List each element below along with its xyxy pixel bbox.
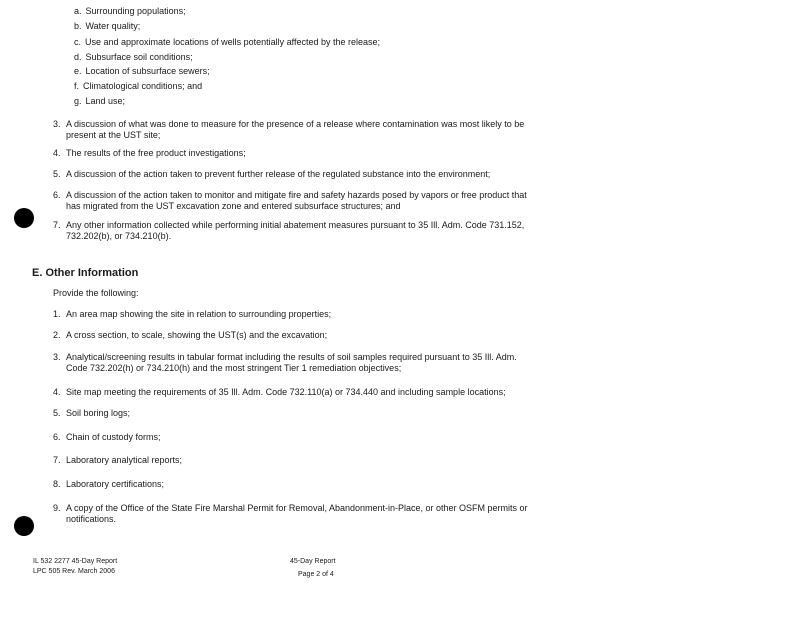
section-e-intro: Provide the following:: [53, 288, 139, 298]
list-item-number: 1.: [53, 309, 61, 319]
sublist-item: [74, 6, 186, 17]
sublist-text: Surrounding populations;: [85, 6, 186, 16]
list-item-line: Laboratory analytical reports;: [66, 455, 183, 465]
list-item: [53, 387, 506, 398]
list-item-line: A discussion of the action taken to prevent further release of the regulated substance into the environment;: [66, 169, 491, 179]
list-item-number: 6.: [53, 432, 61, 442]
list-item-number: 6.: [53, 190, 61, 200]
list-item-line: has migrated from the UST excavation zone and entered subsurface structures; and: [66, 201, 401, 211]
list-item: [53, 220, 524, 242]
list-item-number: 5.: [53, 169, 61, 179]
sublist-text: Use and approximate locations of wells potentially affected by the release;: [85, 37, 381, 47]
sublist-letter: f.: [74, 81, 80, 91]
sublist-item: [74, 81, 202, 92]
list-item: [53, 169, 490, 180]
list-item-line: Analytical/screening results in tabular format including the results of soil samples required pursuant to 35 Ill. Adm.: [66, 352, 517, 362]
list-item-number: 2.: [53, 330, 61, 340]
list-item-number: 4.: [53, 387, 61, 397]
punch-hole-top: [14, 208, 34, 228]
list-item-number: 8.: [53, 479, 61, 489]
list-item: [53, 503, 528, 525]
section-e-heading: E. Other Information: [32, 267, 139, 279]
list-item-number: 7.: [53, 455, 61, 465]
list-item-line: The results of the free product investigations;: [66, 148, 246, 158]
list-item: [53, 190, 527, 212]
list-item: [53, 408, 130, 419]
sublist-item: [74, 66, 210, 77]
sublist-letter: g.: [74, 96, 82, 106]
list-item: [53, 479, 164, 490]
list-item-line: A cross section, to scale, showing the UST(s) and the excavation;: [66, 330, 328, 340]
sublist-letter: e.: [74, 66, 82, 76]
list-item-line: A discussion of what was done to measure for the presence of a release where contamination was most likely to be: [66, 119, 525, 129]
sublist-letter: b.: [74, 21, 82, 31]
sublist-letter: d.: [74, 52, 82, 62]
list-item: [53, 309, 331, 320]
sublist-text: Land use;: [85, 96, 126, 106]
list-item-line: 732.202(b), or 734.210(b).: [66, 231, 172, 241]
list-item-number: 3.: [53, 352, 61, 362]
list-item: [53, 352, 517, 374]
sublist-text: Water quality;: [85, 21, 141, 31]
sublist-item: [74, 21, 140, 32]
sublist-letter: a.: [74, 6, 82, 16]
list-item-line: A discussion of the action taken to monitor and mitigate fire and safety hazards posed by vapors or free product that: [66, 190, 527, 200]
list-item-line: notifications.: [66, 514, 117, 524]
list-item: [53, 455, 182, 466]
footer-left-line2: LPC 505 Rev. March 2006: [33, 568, 115, 575]
list-item-number: 3.: [53, 119, 61, 129]
list-item-line: An area map showing the site in relation to surrounding properties;: [66, 309, 332, 319]
list-item: [53, 330, 327, 341]
list-item: [53, 432, 161, 443]
footer-center-line1: 45-Day Report: [290, 558, 336, 565]
list-item-line: Site map meeting the requirements of 35 Ill. Adm. Code 732.110(a) or 734.440 and including sample locations;: [66, 387, 506, 397]
punch-hole-bottom: [14, 516, 34, 536]
list-item-number: 4.: [53, 148, 61, 158]
sublist-letter: c.: [74, 37, 82, 47]
list-item-line: A copy of the Office of the State Fire Marshal Permit for Removal, Abandonment-in-Place, or other OSFM permits or: [66, 503, 528, 513]
footer-left-line1: IL 532 2277 45-Day Report: [33, 558, 118, 565]
sublist-text: Climatological conditions; and: [83, 81, 203, 91]
list-item-line: Code 732.202(h) or 734.210(h) and the most stringent Tier 1 remediation objectives;: [66, 363, 402, 373]
sublist-item: [74, 37, 380, 48]
list-item: [53, 148, 246, 159]
list-item-number: 7.: [53, 220, 61, 230]
list-item-number: 9.: [53, 503, 61, 513]
list-item-line: present at the UST site;: [66, 130, 161, 140]
list-item-line: Soil boring logs;: [66, 408, 131, 418]
list-item-line: Laboratory certifications;: [66, 479, 165, 489]
sublist-item: [74, 52, 193, 63]
sublist-text: Location of subsurface sewers;: [85, 66, 210, 76]
list-item-line: Chain of custody forms;: [66, 432, 161, 442]
sublist-item: [74, 96, 125, 107]
list-item-number: 5.: [53, 408, 61, 418]
sublist-text: Subsurface soil conditions;: [85, 52, 193, 62]
footer-center-line2: Page 2 of 4: [298, 571, 334, 578]
list-item: [53, 119, 524, 141]
list-item-line: Any other information collected while performing initial abatement measures pursuant to 35 Ill. Adm. Code 731.152,: [66, 220, 525, 230]
